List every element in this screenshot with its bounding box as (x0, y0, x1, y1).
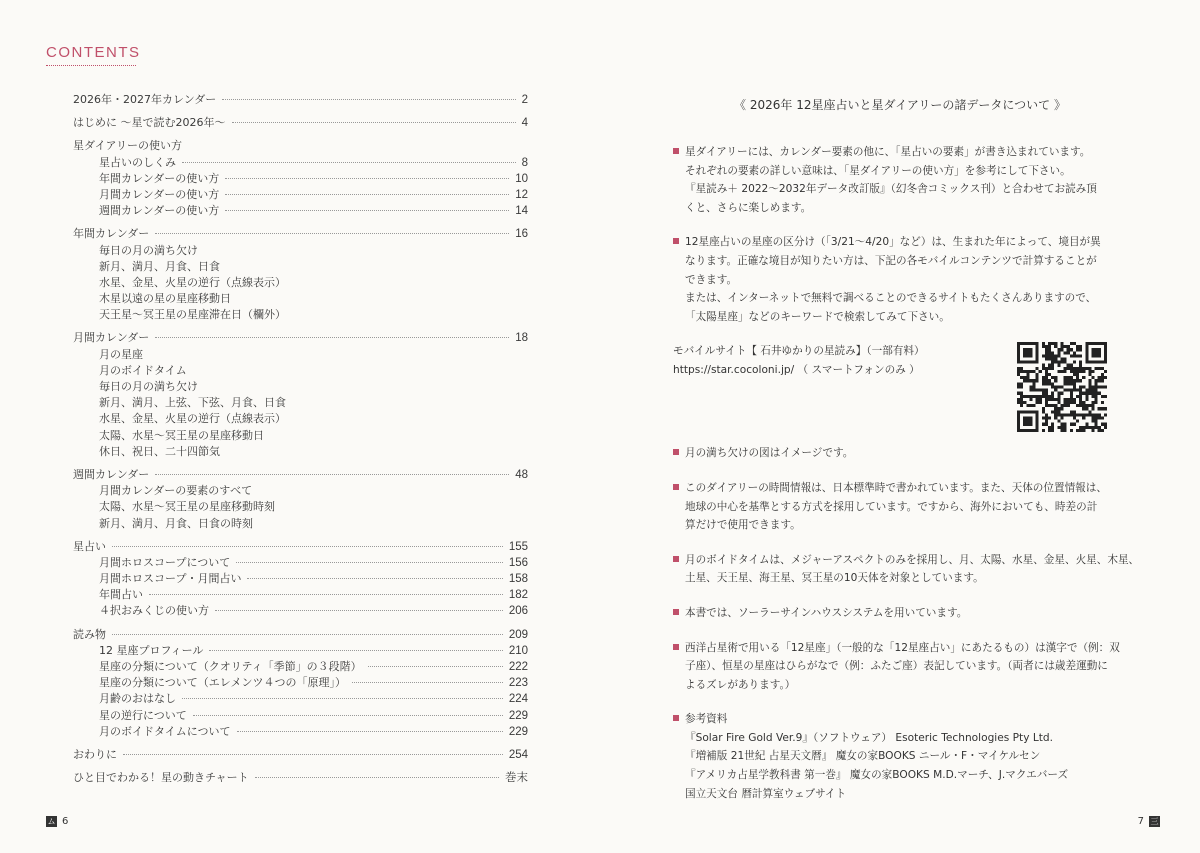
toc-subentry[interactable] (73, 444, 528, 460)
toc-entry[interactable] (73, 467, 528, 483)
notes-section (673, 143, 1140, 819)
toc-page-number: 206 (508, 605, 528, 618)
toc-subentry[interactable] (73, 363, 528, 379)
toc-label: 新月、満月、月食、日食の時刻 (99, 516, 253, 530)
square-bullet-icon (673, 644, 679, 650)
toc-subentry[interactable] (73, 499, 528, 515)
note-line: 地球の中心を基準とする方式を採用しています。ですから、海外においても、時差の計 (685, 500, 1098, 513)
note-line (673, 551, 1140, 570)
right-page (600, 0, 1200, 853)
toc-dot-leader (368, 666, 503, 667)
note-line: くと、さらに楽しめます。 (685, 201, 812, 214)
note-line: または、インターネットで無料で調べることのできるサイトもたくさんありますので、 (685, 292, 1097, 305)
note-line: 算だけで使用できます。 (685, 519, 801, 532)
square-bullet-icon (673, 238, 679, 244)
toc-group (73, 770, 528, 786)
mobile-site-block (673, 342, 1128, 428)
toc-label: 木星以遠の星の星座移動日 (99, 292, 231, 306)
note-time-info (673, 479, 1128, 535)
toc-label: 週間カレンダーの使い方 (99, 204, 220, 218)
note-text: 12星座占いの星座の区分け（「3/21～4/20」など）は、生まれた年によって、境目が異 (685, 236, 1101, 249)
toc-label: ４択おみくじの使い方 (99, 604, 209, 618)
note-line: 『Solar Fire Gold Ver.9』（ソフトウェア） Esoteric Technologies Pty Ltd. (685, 731, 1053, 744)
toc-entry[interactable] (73, 226, 528, 242)
square-bullet-icon (673, 609, 679, 615)
note-house-system (673, 604, 1128, 623)
toc-label: 水星、金星、火星の逆行（点線表示） (99, 412, 286, 426)
toc-dot-leader (352, 682, 503, 683)
toc-subentry[interactable] (73, 347, 528, 363)
toc-label: 星占いのしくみ (99, 155, 176, 169)
toc-label: 月間ホロスコープについて (99, 555, 231, 569)
note-line: 『アメリカ占星学教科書 第一巻』 魔女の家BOOKS M.D.マーチ、J.マクエバーズ (685, 769, 1069, 782)
toc-page-number: 4 (521, 117, 528, 130)
toc-page-number: 224 (508, 693, 528, 706)
toc-label: 月のボイドタイム (99, 363, 187, 377)
toc-page-number: 209 (508, 628, 528, 641)
note-line: よるズレがあります。） (685, 678, 796, 691)
note-moon-phase (673, 444, 1128, 463)
toc-dot-leader (236, 562, 503, 563)
toc-label: 星ダイアリーの使い方 (73, 139, 183, 153)
toc-dot-leader (247, 578, 502, 579)
toc-page-number: 16 (515, 228, 528, 241)
toc-page-number: 156 (508, 556, 528, 569)
toc-label: 新月、満月、月食、日食 (99, 259, 220, 273)
note-line: 『増補版 21世紀 占星天文暦』 魔女の家BOOKS ニール・F・マイケルセン (685, 750, 1041, 763)
toc-dot-leader (149, 594, 503, 595)
toc-label: 新月、満月、上弦、下弦、月食、日食 (99, 396, 286, 410)
toc-dot-leader (112, 546, 503, 547)
toc-entry[interactable] (73, 627, 528, 643)
toc-subentry[interactable] (73, 187, 528, 203)
toc-label: 星の逆行について (99, 708, 187, 722)
square-bullet-icon (673, 715, 679, 721)
toc-label: 星座の分類について（エレメンツ４つの「原理」） (99, 676, 346, 690)
note-star-diary-elements (673, 143, 1128, 217)
square-bullet-icon (673, 148, 679, 154)
toc-subentry[interactable] (73, 643, 528, 659)
toc-entry[interactable] (73, 92, 528, 108)
note-constellation-notation (673, 639, 1128, 695)
toc-subentry[interactable] (73, 571, 528, 587)
toc-subentry[interactable] (73, 708, 528, 724)
toc-subentry[interactable] (73, 428, 528, 444)
toc-dot-leader (182, 162, 516, 163)
note-line: 子座）、恒星の星座はひらがなで（例：ふたご座）表記しています。（両者には歳差運動に (685, 660, 1108, 673)
toc-group (73, 627, 528, 740)
toc-page-number: 48 (515, 468, 528, 481)
right-page-number: 7 (1137, 816, 1144, 827)
toc-subentry[interactable] (73, 243, 528, 259)
toc-page-number: 155 (508, 540, 528, 553)
note-line (673, 710, 1128, 729)
note-line: できます。 (685, 273, 738, 286)
toc-label: 星座の分類について（クオリティ「季節」の３段階） (99, 660, 362, 673)
toc-dot-leader (225, 194, 509, 195)
note-line (673, 639, 1128, 658)
toc-label: 年間カレンダー (73, 227, 150, 241)
toc-group (73, 226, 528, 323)
toc-page-number: 229 (508, 709, 528, 722)
toc-dot-leader (155, 337, 509, 338)
toc-label: おわりに (73, 747, 117, 761)
note-line (673, 604, 1128, 623)
toc-page-number: 223 (508, 677, 528, 690)
note-line: なります。正確な境目が知りたい方は、下記の各モバイルコンテンツで計算することが (685, 254, 1097, 267)
toc-dot-leader (182, 698, 503, 699)
toc-label: 休日、祝日、二十四節気 (99, 444, 220, 458)
note-sign-boundaries (673, 233, 1128, 326)
contents-heading: CONTENTS (46, 44, 141, 61)
note-void-time (673, 551, 1140, 588)
toc-group (73, 539, 528, 620)
toc-page-number: 254 (508, 748, 528, 761)
right-folio (1138, 816, 1160, 827)
note-line: 国立天文台 暦計算室ウェブサイト (685, 787, 847, 800)
left-page-number: 6 (62, 816, 69, 827)
toc-entry[interactable] (73, 747, 528, 763)
toc-page-number: 2 (521, 94, 528, 106)
note-text: 月のボイドタイムは、メジャーアスペクトのみを採用し、月、太陽、水星、金星、火星、木星、 (685, 553, 1140, 566)
toc-subentry[interactable] (73, 691, 528, 707)
toc-page-number: 14 (515, 205, 528, 218)
toc-label: 水星、金星、火星の逆行（点線表示） (99, 275, 286, 289)
toc-label: 12 星座プロフィール (99, 643, 204, 657)
toc-subentry[interactable] (73, 587, 528, 603)
toc-subentry[interactable] (73, 675, 528, 691)
toc-label: 2026年・2027年カレンダー (73, 93, 217, 106)
toc-dot-leader (225, 178, 509, 179)
toc-label: 読み物 (73, 627, 106, 641)
toc-subentry[interactable] (73, 379, 528, 395)
toc-label: 週間カレンダー (73, 467, 150, 481)
toc-dot-leader (155, 233, 509, 234)
note-text: 月の満ち欠けの図はイメージです。 (685, 447, 854, 460)
toc-page-number: 182 (508, 589, 528, 602)
toc-subentry[interactable] (73, 291, 528, 307)
note-line: それぞれの要素の詳しい意味は、「星ダイアリーの使い方」を参考にして下さい。 (685, 164, 1071, 177)
toc-group (73, 92, 528, 108)
toc-dot-leader (193, 715, 503, 716)
table-of-contents (73, 92, 528, 793)
toc-page-number: 18 (515, 332, 528, 345)
toc-dot-leader (209, 650, 502, 651)
toc-dot-leader (112, 634, 503, 635)
square-bullet-icon (673, 556, 679, 562)
toc-label: 太陽、水星～冥王星の星座移動日 (99, 428, 264, 442)
note-text: このダイアリーの時間情報は、日本標準時で書かれています。また、天体の位置情報は、 (685, 481, 1107, 494)
qr-code-icon[interactable] (1017, 342, 1107, 432)
toc-page-number: 12 (515, 188, 528, 201)
note-line (673, 233, 1128, 252)
mobile-site-name: モバイルサイト【 石井ゆかりの星読み】（一部有料） (673, 345, 925, 358)
toc-page-number: 巻末 (505, 772, 528, 785)
toc-label: 星占い (73, 539, 106, 553)
toc-page-number: 210 (508, 644, 528, 657)
toc-entry[interactable] (73, 539, 528, 555)
toc-subentry[interactable] (73, 155, 528, 171)
toc-dot-leader (222, 99, 515, 100)
toc-label: 毎日の月の満ち欠け (99, 243, 198, 257)
toc-subentry[interactable] (73, 395, 528, 411)
toc-dot-leader (255, 777, 499, 778)
references (673, 710, 1128, 803)
note-line (673, 444, 1128, 463)
toc-label: 月間ホロスコープ・月間占い (99, 572, 242, 586)
note-text: 参考資料 (685, 713, 728, 726)
toc-dot-leader (237, 731, 503, 732)
toc-label: 月のボイドタイムについて (99, 724, 231, 738)
toc-subentry[interactable] (73, 659, 528, 675)
contents-underline (46, 65, 136, 66)
toc-page-number: 10 (515, 172, 528, 185)
toc-group (73, 138, 528, 219)
toc-label: 年間カレンダーの使い方 (99, 171, 220, 185)
toc-subentry[interactable] (73, 259, 528, 275)
toc-group (73, 115, 528, 131)
toc-subentry[interactable] (73, 483, 528, 499)
toc-subentry[interactable] (73, 603, 528, 619)
toc-subentry[interactable] (73, 555, 528, 571)
toc-label: 月の星座 (99, 347, 143, 361)
toc-entry[interactable] (73, 770, 528, 786)
toc-group (73, 747, 528, 763)
toc-label: 太陽、水星～冥王星の星座移動時刻 (99, 500, 275, 514)
toc-group (73, 330, 528, 460)
toc-subentry[interactable] (73, 411, 528, 427)
toc-entry[interactable] (73, 138, 528, 154)
toc-entry[interactable] (73, 115, 528, 131)
data-notes-title: 《 2026年 12星座占いと星ダイアリーの諸データについて 》 (734, 98, 1066, 112)
toc-dot-leader (232, 122, 516, 123)
toc-label: 月間カレンダー (73, 331, 150, 345)
folio-mark-icon: ム (47, 817, 56, 826)
note-text: 星ダイアリーには、カレンダー要素の他に、「星占いの要素」が書き込まれています。 (685, 146, 1091, 158)
square-bullet-icon (673, 484, 679, 490)
note-line (673, 143, 1128, 162)
toc-dot-leader (123, 754, 503, 755)
square-bullet-icon (673, 449, 679, 455)
toc-page-number: 222 (508, 661, 528, 673)
toc-dot-leader (215, 610, 503, 611)
toc-subentry[interactable] (73, 275, 528, 291)
toc-entry[interactable] (73, 330, 528, 346)
toc-dot-leader (225, 210, 509, 211)
mobile-site-url[interactable]: https://star.cocoloni.jp/ （ スマートフォンのみ ） (673, 363, 920, 376)
toc-subentry[interactable] (73, 724, 528, 740)
toc-label: 毎日の月の満ち欠け (99, 380, 198, 393)
toc-label: ひと目でわかる！星の動きチャート (73, 771, 249, 785)
note-line: 『星読み＋ 2022～2032年データ改訂版』（幻冬舎コミックス刊）と合わせてお読み頂 (685, 183, 1097, 196)
toc-page-number: 158 (508, 573, 528, 586)
toc-page-number: 8 (521, 156, 528, 169)
toc-subentry[interactable] (73, 171, 528, 187)
toc-dot-leader (155, 474, 509, 475)
toc-label: 月間カレンダーの使い方 (99, 187, 220, 201)
note-line: 土星、天王星、海王星、冥王星の10天体を対象としています。 (685, 572, 984, 585)
toc-label: 天王星～冥王星の星座滞在日（欄外） (99, 308, 286, 322)
toc-label: 年間占い (99, 588, 143, 602)
toc-subentry[interactable] (73, 516, 528, 532)
note-line (673, 479, 1128, 498)
toc-group (73, 467, 528, 532)
note-line: 「太陽星座」などのキーワードで検索してみて下さい。 (685, 310, 950, 323)
toc-label: 月齢のおはなし (99, 692, 176, 706)
toc-subentry[interactable] (73, 203, 528, 219)
left-folio (46, 816, 68, 827)
toc-subentry[interactable] (73, 307, 528, 323)
note-text: 本書では、ソーラーサインハウスシステムを用いています。 (685, 606, 968, 619)
toc-label: 月間カレンダーの要素のすべて (99, 484, 253, 498)
note-text: 西洋占星術で用いる「12星座」（一般的な「12星座占い」にあたるもの）は漢字で（例：双 (685, 641, 1120, 654)
toc-page-number: 229 (508, 725, 528, 738)
toc-label: はじめに ～星で読む2026年～ (73, 116, 226, 130)
folio-mark-icon: 三 (1150, 817, 1159, 826)
